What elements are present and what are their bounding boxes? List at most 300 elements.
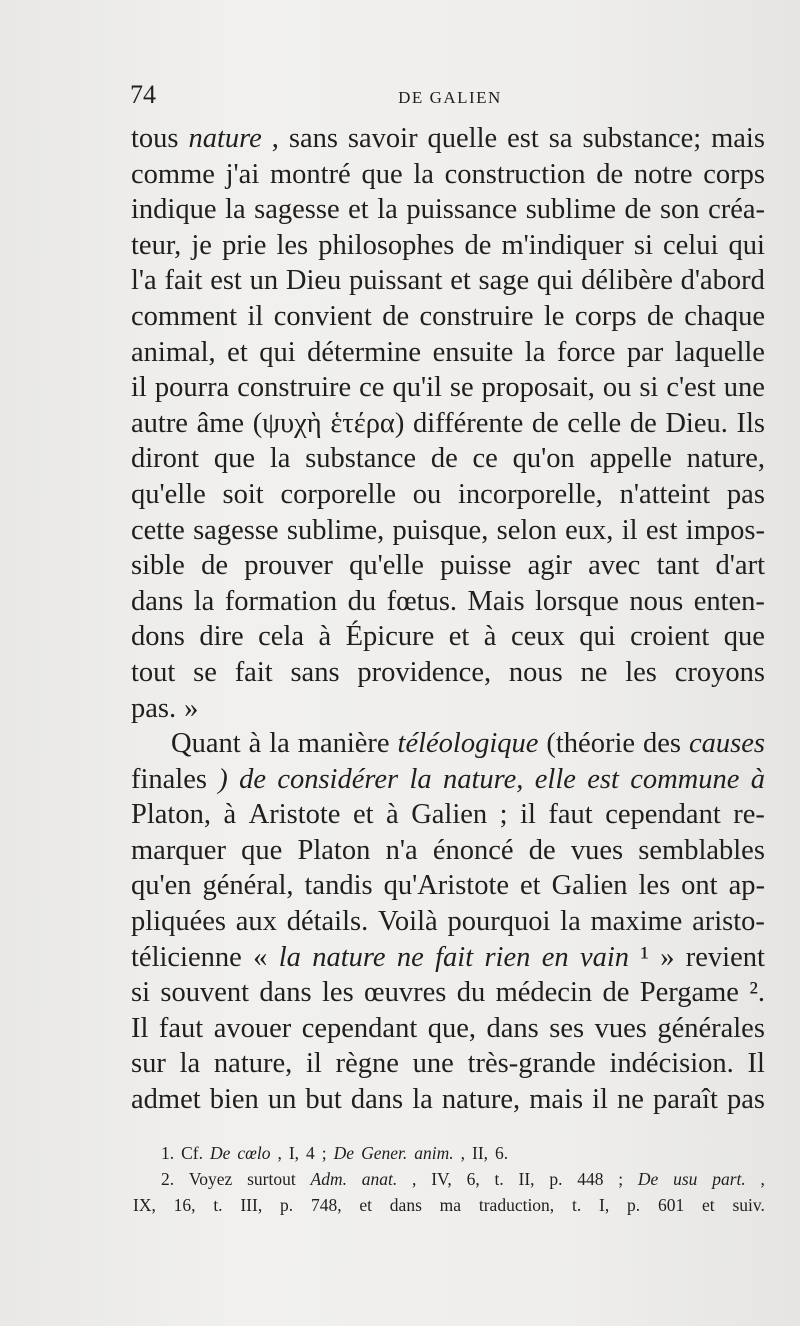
running-head: DE GALIEN (398, 88, 502, 107)
body-word: cela (258, 621, 304, 653)
body-word: de (596, 158, 624, 190)
footnote-word: 601 (657, 1195, 685, 1215)
body-word: qui (728, 229, 765, 261)
body-word: la (377, 194, 398, 226)
body-word: aux (235, 906, 277, 938)
body-word: (ψυχὴ (252, 407, 322, 439)
body-word: des (642, 728, 681, 760)
body-word: Aristote (248, 799, 341, 831)
body-word: je (191, 229, 212, 261)
body-word: à (750, 763, 765, 795)
body-word: croient (630, 621, 710, 653)
footnote-word: p. (549, 1169, 563, 1189)
body-word: de (629, 407, 657, 439)
body-word: dans (350, 1084, 404, 1116)
body-word: il (306, 1048, 322, 1080)
body-word: si (633, 229, 653, 261)
body-word: Galien (411, 799, 488, 831)
footnote-word: anat. (361, 1169, 398, 1189)
body-word: il (131, 372, 147, 404)
body-word: substance; (582, 123, 702, 154)
body-word: Épicure (345, 621, 435, 653)
body-line (131, 762, 765, 798)
body-line (131, 868, 765, 904)
footnote-word: anim. (414, 1143, 454, 1163)
body-word: ap- (728, 870, 765, 902)
footnote-word: traduction, (478, 1195, 555, 1215)
body-word: nous (508, 656, 563, 688)
body-word: nature, (441, 1084, 521, 1116)
body-word: montré (269, 158, 351, 190)
body-line (131, 157, 765, 193)
body-word: pas (726, 1084, 765, 1116)
body-word: force (556, 336, 616, 368)
body-word: comment (131, 300, 238, 332)
body-word: incorporelle, (458, 478, 603, 510)
footnote-word: 6, (466, 1169, 480, 1189)
body-word: âme (196, 407, 245, 439)
body-word: re- (733, 799, 765, 831)
footnote-word: t. (494, 1169, 504, 1189)
body-word: puissance (406, 194, 518, 226)
body-word: diront (131, 443, 200, 475)
body-word: avouer (213, 1012, 292, 1044)
body-word: médecin (495, 977, 593, 1009)
body-word: la (193, 585, 215, 617)
body-word: que (723, 621, 765, 653)
body-word: que (213, 443, 256, 475)
body-word: Dieu (285, 265, 342, 297)
footnote-word: p. (627, 1195, 641, 1215)
footnote-word: IX, (133, 1195, 156, 1215)
body-word: la (225, 194, 246, 226)
body-word: teur, (131, 229, 182, 261)
footnote-word: 1. (161, 1143, 175, 1163)
body-word: construction (444, 158, 586, 190)
body-word: de (624, 194, 652, 226)
body-word: selon (496, 514, 557, 546)
body-word: tandis (304, 870, 373, 902)
body-line (131, 619, 765, 655)
body-word: cependant (301, 1012, 418, 1044)
body-word: ce (359, 372, 385, 404)
body-word: sans (288, 123, 338, 154)
body-word: œuvres (364, 977, 447, 1009)
body-word: dire (199, 621, 244, 653)
body-word: dans (259, 977, 312, 1009)
body-word: considérer (277, 763, 399, 795)
body-word: fœtus. (386, 585, 458, 617)
body-line (131, 192, 765, 228)
body-word: construire (419, 300, 534, 332)
body-word: ou (602, 372, 632, 404)
body-line (131, 1011, 765, 1047)
body-word: nature, (213, 1048, 293, 1080)
body-word: ses (549, 1012, 585, 1044)
body-word: n'a (385, 834, 418, 866)
body-word: détails. (286, 906, 369, 938)
body-word: ou (412, 478, 442, 510)
body-word: ; (499, 799, 508, 831)
body-word: ne (580, 656, 608, 688)
body-word: énoncé (432, 834, 514, 866)
body-word: est (587, 763, 619, 795)
body-word: tant (656, 550, 700, 582)
body-word: sa (548, 123, 573, 154)
body-word: Pergame (639, 977, 739, 1009)
body-word: » (660, 941, 675, 973)
body-word: créa- (708, 194, 765, 226)
body-word: à (248, 728, 262, 760)
body-word: rien (484, 941, 531, 973)
body-word: tout (131, 656, 176, 688)
body-word: animal, (131, 336, 216, 368)
body-line (131, 335, 765, 371)
footnote-word: 4 (306, 1143, 315, 1163)
body-line (131, 904, 765, 940)
body-word: de (239, 763, 266, 795)
body-word: que (241, 834, 283, 866)
body-word: est (210, 265, 242, 297)
body-word: convient (273, 300, 372, 332)
body-word: indécision. (609, 1048, 734, 1080)
body-word: et (520, 870, 541, 902)
page-header (130, 80, 770, 110)
body-word: manière (297, 728, 390, 760)
body-word: détermine (307, 336, 422, 368)
body-line (131, 228, 765, 264)
body-word: différente (412, 407, 524, 439)
body-word: nature, (686, 443, 765, 475)
footnote-word: p. (280, 1195, 294, 1215)
body-word: il (247, 300, 264, 332)
body-word: Quant (171, 728, 241, 760)
body-word: mais (711, 123, 765, 154)
body-word: si (639, 372, 659, 404)
body-word: que, (427, 1012, 477, 1044)
body-word: Il (131, 1012, 149, 1044)
footnote-word: t. (213, 1195, 223, 1215)
body-word: sage (478, 265, 530, 297)
footnote-word: Voyez (188, 1169, 233, 1189)
body-word: nous (629, 585, 684, 617)
footnote-word: 6. (495, 1143, 509, 1163)
body-word: enten- (693, 585, 765, 617)
body-word: pourra (154, 372, 230, 404)
body-word: vain (579, 941, 630, 973)
footnote-word: , (460, 1143, 465, 1163)
body-line (131, 441, 765, 477)
body-word: de (464, 229, 492, 261)
body-word: de (430, 443, 458, 475)
body-word: commune (630, 763, 740, 795)
body-word: de (531, 407, 559, 439)
body-word: en (541, 941, 569, 973)
body-line (131, 477, 765, 513)
body-word: faut (158, 1012, 204, 1044)
body-word: faut (548, 799, 593, 831)
body-word: Platon, (131, 799, 211, 831)
footnote-word: 2. (161, 1169, 175, 1189)
footnote-word: Gener. (361, 1143, 408, 1163)
footnote-word: , (760, 1169, 765, 1189)
body-word: nature (188, 123, 262, 154)
body-word: substance (305, 443, 417, 475)
footnote-word: ; (618, 1169, 624, 1189)
body-word: il (621, 514, 638, 546)
footnote-word: De (210, 1143, 231, 1163)
body-word: du (456, 977, 486, 1009)
body-word: agir (527, 550, 572, 582)
body-word: laquelle (674, 336, 765, 368)
body-word: nature (312, 941, 386, 973)
footnote-word: dans (389, 1195, 422, 1215)
body-word: revient (685, 941, 765, 973)
body-word: pourquoi (447, 906, 551, 938)
body-word: une (412, 1048, 454, 1080)
body-line (131, 584, 765, 620)
body-line (131, 1046, 765, 1082)
body-word: j'ai (225, 158, 260, 190)
body-word: pas. (131, 692, 177, 724)
body-word: se (449, 372, 474, 404)
body-line (131, 1082, 765, 1118)
footnote-line (133, 1140, 765, 1166)
body-word: générales (657, 1012, 765, 1044)
body-word: ne (617, 1084, 644, 1116)
body-word: dans (486, 1012, 539, 1044)
footnote-word: ; (321, 1143, 327, 1163)
body-word: à (386, 799, 399, 831)
body-word: sagesse (254, 194, 340, 226)
body-line (131, 975, 765, 1011)
body-word: ne (396, 941, 424, 973)
body-word: proposait, (481, 372, 595, 404)
body-word: fait (164, 265, 203, 297)
body-word: croyons (674, 656, 765, 688)
body-word: du (347, 585, 377, 617)
body-line (131, 370, 765, 406)
body-word: ) (218, 763, 228, 795)
body-word: la (413, 158, 434, 190)
footnote-line (133, 1166, 765, 1192)
body-word: la (269, 728, 290, 760)
body-word: très-grande (467, 1048, 596, 1080)
body-line (131, 406, 765, 442)
body-word: qu'elle (131, 478, 206, 510)
body-line (131, 833, 765, 869)
body-word: savoir (347, 123, 418, 154)
body-word: semblables (638, 834, 765, 866)
body-word: et (348, 194, 369, 226)
body-word: règne (335, 1048, 399, 1080)
body-word: téléologique (397, 728, 539, 760)
body-word: les (625, 656, 657, 688)
body-line (131, 797, 765, 833)
body-word: autre (131, 407, 188, 439)
body-word: corporelle (280, 478, 396, 510)
body-word: bien (209, 1084, 259, 1116)
footnote-word: , (412, 1169, 417, 1189)
body-word: et (448, 621, 470, 653)
footnote-word: De (333, 1143, 355, 1163)
body-word: qui (579, 621, 616, 653)
body-word: un (249, 265, 279, 297)
body-word: fait (234, 656, 273, 688)
body-word: la (179, 1048, 201, 1080)
body-line (131, 263, 765, 299)
body-word: sans (290, 656, 340, 688)
body-word: indique (131, 194, 217, 226)
body-word: n'atteint (619, 478, 711, 510)
body-word: tous (131, 123, 179, 154)
footnote-word: usu (673, 1169, 698, 1189)
body-word: général, (202, 870, 294, 902)
body-word: de (646, 300, 674, 332)
body-word: et (450, 265, 471, 297)
body-word: se (193, 656, 217, 688)
body-text (131, 121, 765, 1118)
footnote-word: et (359, 1195, 372, 1215)
body-word: la (412, 1084, 433, 1116)
body-word: à (483, 621, 497, 653)
footnote-word: surtout (247, 1169, 296, 1189)
footnote-word: 16, (173, 1195, 196, 1215)
body-word: » (184, 692, 199, 724)
body-word: ont (681, 870, 718, 902)
body-word: les (638, 870, 671, 902)
body-word: puisse (440, 550, 512, 582)
body-word: qu'elle (349, 550, 424, 582)
body-word: lorsque (535, 585, 619, 617)
body-word: qui (259, 336, 296, 368)
body-word: puissant (349, 265, 443, 297)
body-word: formation (224, 585, 338, 617)
body-word: la (409, 763, 432, 795)
body-word: marquer (131, 834, 226, 866)
body-word: Dieu. (665, 407, 728, 439)
body-word: maxime (590, 906, 683, 938)
body-word: Voilà (378, 906, 438, 938)
footnote-word: , (277, 1143, 282, 1163)
body-word: m'indiquer (501, 229, 624, 261)
body-word: vues (570, 834, 624, 866)
body-word: une (723, 372, 765, 404)
body-word: elle (534, 763, 576, 795)
body-word: sible (131, 550, 185, 582)
body-word: (théorie (546, 728, 636, 760)
body-word: dans (131, 585, 184, 617)
body-word: sublime, (286, 514, 385, 546)
footnote-word: part. (712, 1169, 746, 1189)
body-word: notre (633, 158, 693, 190)
body-word: par (626, 336, 664, 368)
footnote-word: et (702, 1195, 715, 1215)
body-word: appelle (589, 443, 672, 475)
body-word: but (305, 1084, 342, 1116)
body-line (131, 940, 765, 976)
body-word: soit (222, 478, 264, 510)
footnote-word: IV, (431, 1169, 452, 1189)
footnotes (133, 1140, 765, 1218)
body-word: construire (237, 372, 352, 404)
body-word: l'a (131, 265, 157, 297)
body-word: prie (222, 229, 267, 261)
footnote-word: t. (571, 1195, 582, 1215)
body-word: est (507, 123, 539, 154)
body-word: il (592, 1084, 608, 1116)
body-word: c'est (666, 372, 716, 404)
footnote-word: suiv. (732, 1195, 765, 1215)
body-line (131, 655, 765, 691)
body-word: finales (131, 763, 207, 795)
body-line (131, 299, 765, 335)
body-word: la (269, 443, 291, 475)
body-word: à (223, 799, 237, 831)
body-word: d'art (715, 550, 765, 582)
body-word: qu'Aristote (383, 870, 510, 902)
body-word: les (322, 977, 354, 1009)
body-word: puisque, (392, 514, 489, 546)
footnote-word: II, (518, 1169, 535, 1189)
body-word: qui (536, 265, 574, 297)
body-word: si (131, 977, 151, 1009)
footnote-line (133, 1192, 765, 1218)
body-word: les (276, 229, 309, 261)
footnote-word: I, (288, 1143, 300, 1163)
body-word: d'abord (680, 265, 765, 297)
footnote-word: I, (599, 1195, 610, 1215)
body-word: la (524, 336, 546, 368)
body-word: sur (131, 1048, 166, 1080)
footnote-word: II, (472, 1143, 489, 1163)
body-word: Ils (736, 407, 765, 439)
body-word: eux, (565, 514, 614, 546)
body-word: de (528, 834, 556, 866)
body-word: nature, (442, 763, 524, 795)
body-word: pas (726, 478, 765, 510)
body-word: ¹ (640, 941, 649, 973)
body-word: est (645, 514, 678, 546)
footnote-word: ma (439, 1195, 462, 1215)
footnote-word: Adm. (310, 1169, 347, 1189)
body-word: admet (131, 1084, 201, 1116)
body-word: de (201, 550, 228, 582)
body-word: Il (747, 1048, 765, 1080)
body-word: corps (703, 158, 765, 190)
body-word: sagesse (193, 514, 279, 546)
body-word: ceux (510, 621, 565, 653)
body-word: souvent (160, 977, 250, 1009)
body-word: qu'il (392, 372, 442, 404)
body-word: que (361, 158, 403, 190)
body-word: qu'en (131, 870, 192, 902)
body-word: à (318, 621, 332, 653)
body-word: philosophes (318, 229, 455, 261)
body-word: Galien (551, 870, 628, 902)
body-word: de (382, 300, 410, 332)
body-word: ensuite (432, 336, 514, 368)
footnote-word: cœlo (237, 1143, 271, 1163)
body-word: Mais (467, 585, 525, 617)
body-word: et (352, 799, 374, 831)
body-word: aristo- (692, 906, 765, 938)
body-word: vues (594, 1012, 647, 1044)
body-word: fait (435, 941, 474, 973)
body-word: comme (131, 158, 215, 190)
body-word: la (278, 941, 301, 973)
body-word: délibère (581, 265, 673, 297)
